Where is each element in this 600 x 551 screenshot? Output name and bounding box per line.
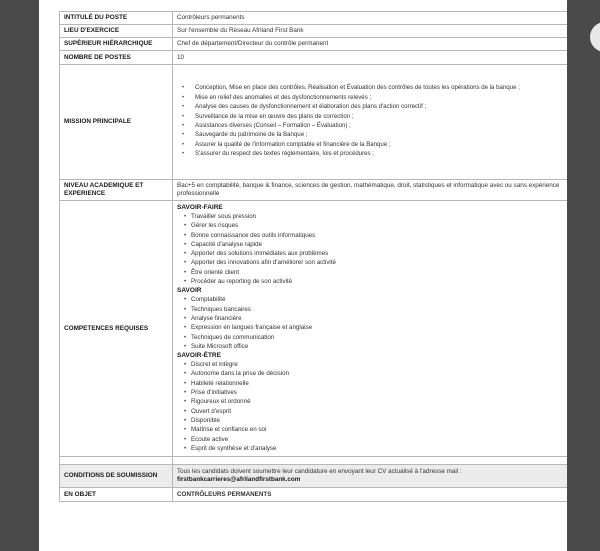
list-item: • Analyse financière (191, 314, 567, 323)
supervisor-value: Chef de département/Directeur du contrôle permanent (173, 38, 568, 51)
row-label: INTITULÉ DU POSTE (60, 12, 173, 25)
mission-cell (173, 65, 568, 180)
list-item: • Mise en relief des anomalies et des dysfonctionnements relevés ; (195, 94, 567, 102)
savoir-faire-list (177, 212, 567, 286)
row-label: COMPETENCES REQUISES (60, 201, 173, 457)
savoir-etre-heading: SAVOIR-ÊTRE (177, 352, 221, 360)
spacer-cell (173, 457, 568, 465)
list-item: • Analyse des causes de dysfonctionnement et élaboration des plans d'action correctif ; (195, 103, 567, 111)
row-label: LIEU D'EXERCICE (60, 25, 173, 38)
list-item: • Habileté relationnelle (191, 379, 567, 388)
list-item: • Autonome dans la prise de décision (191, 369, 567, 378)
mission-list (177, 84, 567, 158)
list-item: • Ecoute active (191, 435, 567, 444)
list-item: • Techniques de communication (191, 333, 567, 342)
list-item: • Discret et intègre (191, 360, 567, 369)
list-item: • Suite Microsoft office (191, 342, 567, 351)
list-item: • Surveillance de la mise en œuvre des plans de correction ; (195, 113, 567, 121)
conditions-cell (173, 465, 568, 488)
spacer-cell (60, 457, 173, 465)
list-item: • Rigoureux et ordonné (191, 397, 567, 406)
positions-count-value: 10 (173, 51, 568, 65)
row-label: MISSION PRINCIPALE (60, 65, 173, 180)
list-item: • Procéder au reporting de son activité (191, 277, 567, 286)
list-item: • Travailler sous pression (191, 212, 567, 221)
table-row (60, 201, 568, 457)
application-email: firstbankcarrieres@afrilandfirstbank.com (177, 476, 301, 484)
savoir-faire-heading: SAVOIR-FAIRE (177, 204, 223, 211)
table-row (60, 38, 568, 51)
list-item: • Disponible (191, 416, 567, 425)
row-label: EN OBJET (60, 488, 173, 502)
table-row (60, 457, 568, 465)
list-item: • Ouvert d'esprit (191, 407, 567, 416)
document-page (39, 0, 567, 551)
list-item: • Apporter des innovations afin d'améliorer son activité (191, 258, 567, 267)
list-item: • Capacité d'analyse rapide (191, 240, 567, 249)
savoir-heading: SAVOIR (177, 287, 202, 295)
table-row (60, 180, 568, 201)
row-label: NIVEAU ACADEMIQUE ET EXPERIENCE (60, 180, 173, 201)
savoir-list (177, 295, 567, 351)
table-row (60, 65, 568, 180)
education-value: Bac+5 en comptabilité, banque & finance, sciences de gestion, mathématique, droit, statistiques et informatique avec ou sans expérience professionnelle (173, 180, 568, 201)
savoir-etre-list (177, 360, 567, 453)
row-label: SUPÉRIEUR HIÉRARCHIQUE (60, 38, 173, 51)
list-item: • Prise d'initiatives (191, 388, 567, 397)
list-item: • Comptabilité (191, 295, 567, 304)
list-item: • Sauvegarde du patrimoine de la Banque ; (195, 131, 567, 139)
list-item: • Gérer les risques (191, 221, 567, 230)
location-value: Sur l'ensemble du Réseau Afriland First Bank (173, 25, 568, 38)
subject-value: CONTRÔLEURS PERMANENTS (173, 488, 568, 502)
table-row (60, 12, 568, 25)
list-item: • Apporter des solutions immédiates aux problèmes (191, 249, 567, 258)
list-item: • Conception, Mise en place des contrôles, Réalisation et Évaluation des contrôles de toutes les opérations de la banque ; (195, 84, 567, 92)
list-item: • Techniques bancaires (191, 305, 567, 314)
table-row (60, 488, 568, 502)
row-label: CONDITIONS DE SOUMISSION (60, 465, 173, 488)
competences-cell (173, 201, 568, 457)
row-label: NOMBRE DE POSTES (60, 51, 173, 65)
list-item: • S'assurer du respect des textes réglementaire, lois et procédures ; (195, 150, 567, 158)
edge-circle-decoration (590, 22, 600, 52)
job-title-value: Contrôleurs permanents (173, 12, 568, 25)
list-item: • Assurer la qualité de l'information comptable et financière de la Banque ; (195, 141, 567, 149)
list-item: • Bonne connaissance des outils informatiques (191, 231, 567, 240)
job-description-table (59, 11, 567, 502)
table-row (60, 51, 568, 65)
conditions-text: Tous les candidats doivent soumettre leur candidature en envoyant leur CV actualisé à l'adresse mail : (177, 468, 462, 476)
list-item: • Expression en langues française et anglaise (191, 323, 567, 332)
table-row (60, 25, 568, 38)
list-item: • Être orienté client (191, 268, 567, 277)
list-item: • Assistances diverses (Conseil – Formation – Évaluation) ; (195, 122, 567, 130)
list-item: • Esprit de synthèse et d'analyse (191, 444, 567, 453)
table-row (60, 465, 568, 488)
list-item: • Maîtrise et confiance en soi (191, 425, 567, 434)
